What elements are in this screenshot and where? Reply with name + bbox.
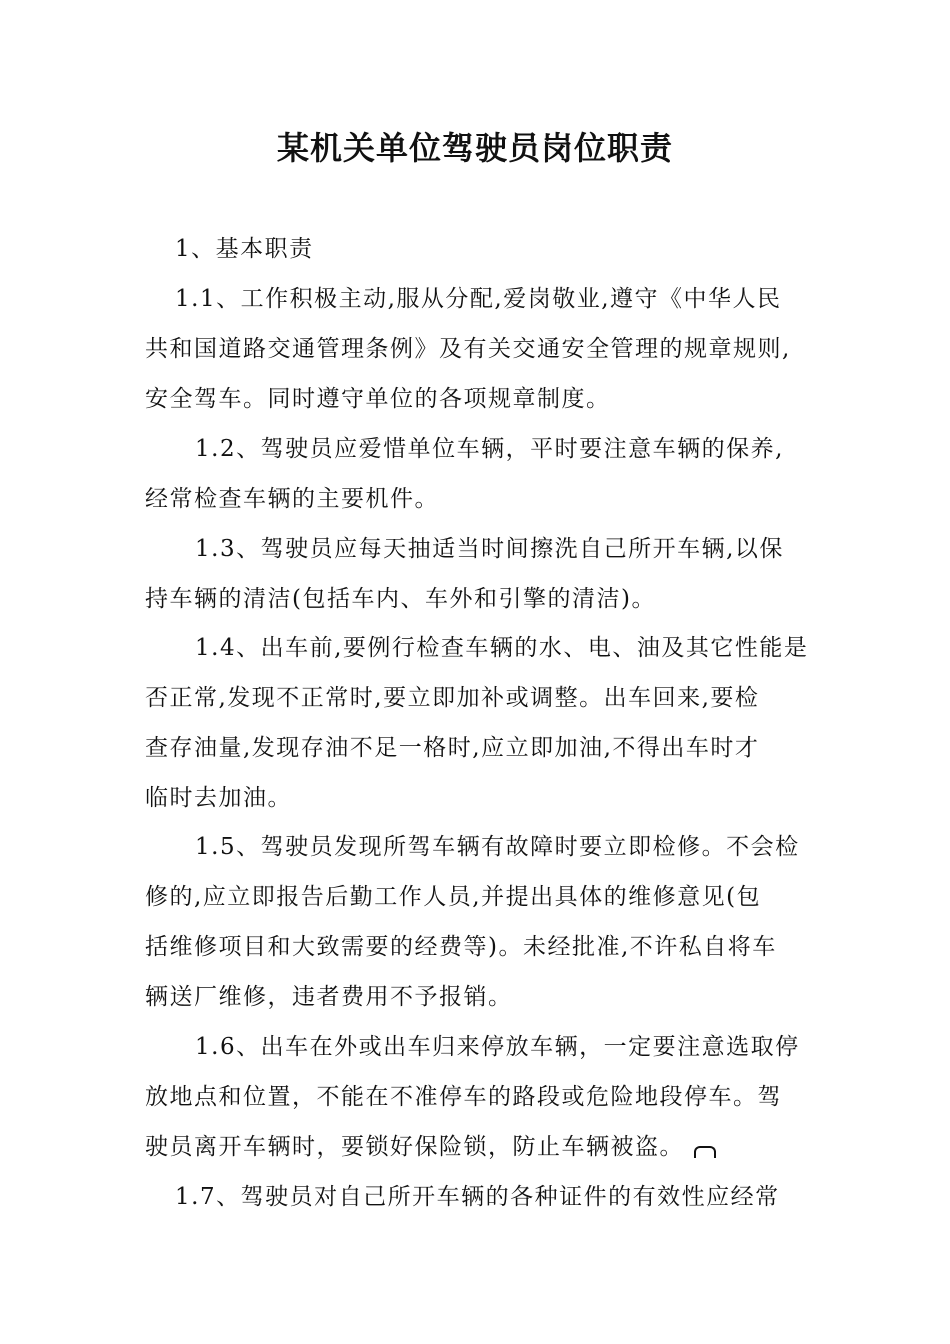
paragraph-line: 括维修项目和大致需要的经费等)。未经批准,不许私自将车 [145, 934, 777, 960]
paragraph-line-text: 驶员离开车辆时，要锁好保险锁，防止车辆被盗。 [145, 1134, 684, 1160]
paragraph-line: 1.3、驾驶员应每天抽适当时间擦洗自己所开车辆,以保 [195, 536, 784, 562]
paragraph-line: 辆送厂维修，违者费用不予报销。 [145, 984, 513, 1010]
paragraph-line: 安全驾车。同时遵守单位的各项规章制度。 [145, 386, 611, 412]
paragraph-line: 查存油量,发现存油不足一格时,应立即加油,不得出车时才 [145, 735, 760, 761]
paragraph-line: 1.1、工作积极主动,服从分配,爱岗敬业,遵守《中华人民 [175, 286, 782, 312]
paragraph-line: 经常检查车辆的主要机件。 [145, 486, 439, 512]
paragraph-line: 1.4、出车前,要例行检查车辆的水、电、油及其它性能是 [195, 635, 809, 661]
section-heading: 1、基本职责 [175, 236, 314, 262]
paragraph-line: 持车辆的清洁(包括车内、车外和引擎的清洁)。 [145, 586, 656, 612]
paragraph-line: 1.6、出车在外或出车归来停放车辆，一定要注意选取停 [195, 1034, 800, 1060]
paragraph-line: 临时去加油。 [145, 785, 292, 811]
paragraph-line: 1.2、驾驶员应爱惜单位车辆，平时要注意车辆的保养, [195, 436, 784, 462]
paragraph-line: 否正常,发现不正常时,要立即加补或调整。出车回来,要检 [145, 685, 760, 711]
document-title: 某机关单位驾驶员岗位职责 [276, 129, 673, 167]
text-cursor-mark [694, 1146, 716, 1158]
paragraph-line: 放地点和位置，不能在不准停车的路段或危险地段停车。驾 [145, 1084, 782, 1110]
paragraph-line [145, 1130, 716, 1164]
paragraph-line: 1.5、驾驶员发现所驾车辆有故障时要立即检修。不会检 [195, 834, 800, 860]
paragraph-line: 1.7、驾驶员对自己所开车辆的各种证件的有效性应经常 [175, 1184, 780, 1210]
paragraph-line: 共和国道路交通管理条例》及有关交通安全管理的规章规则, [145, 336, 791, 362]
paragraph-line: 修的,应立即报告后勤工作人员,并提出具体的维修意见(包 [145, 884, 762, 910]
